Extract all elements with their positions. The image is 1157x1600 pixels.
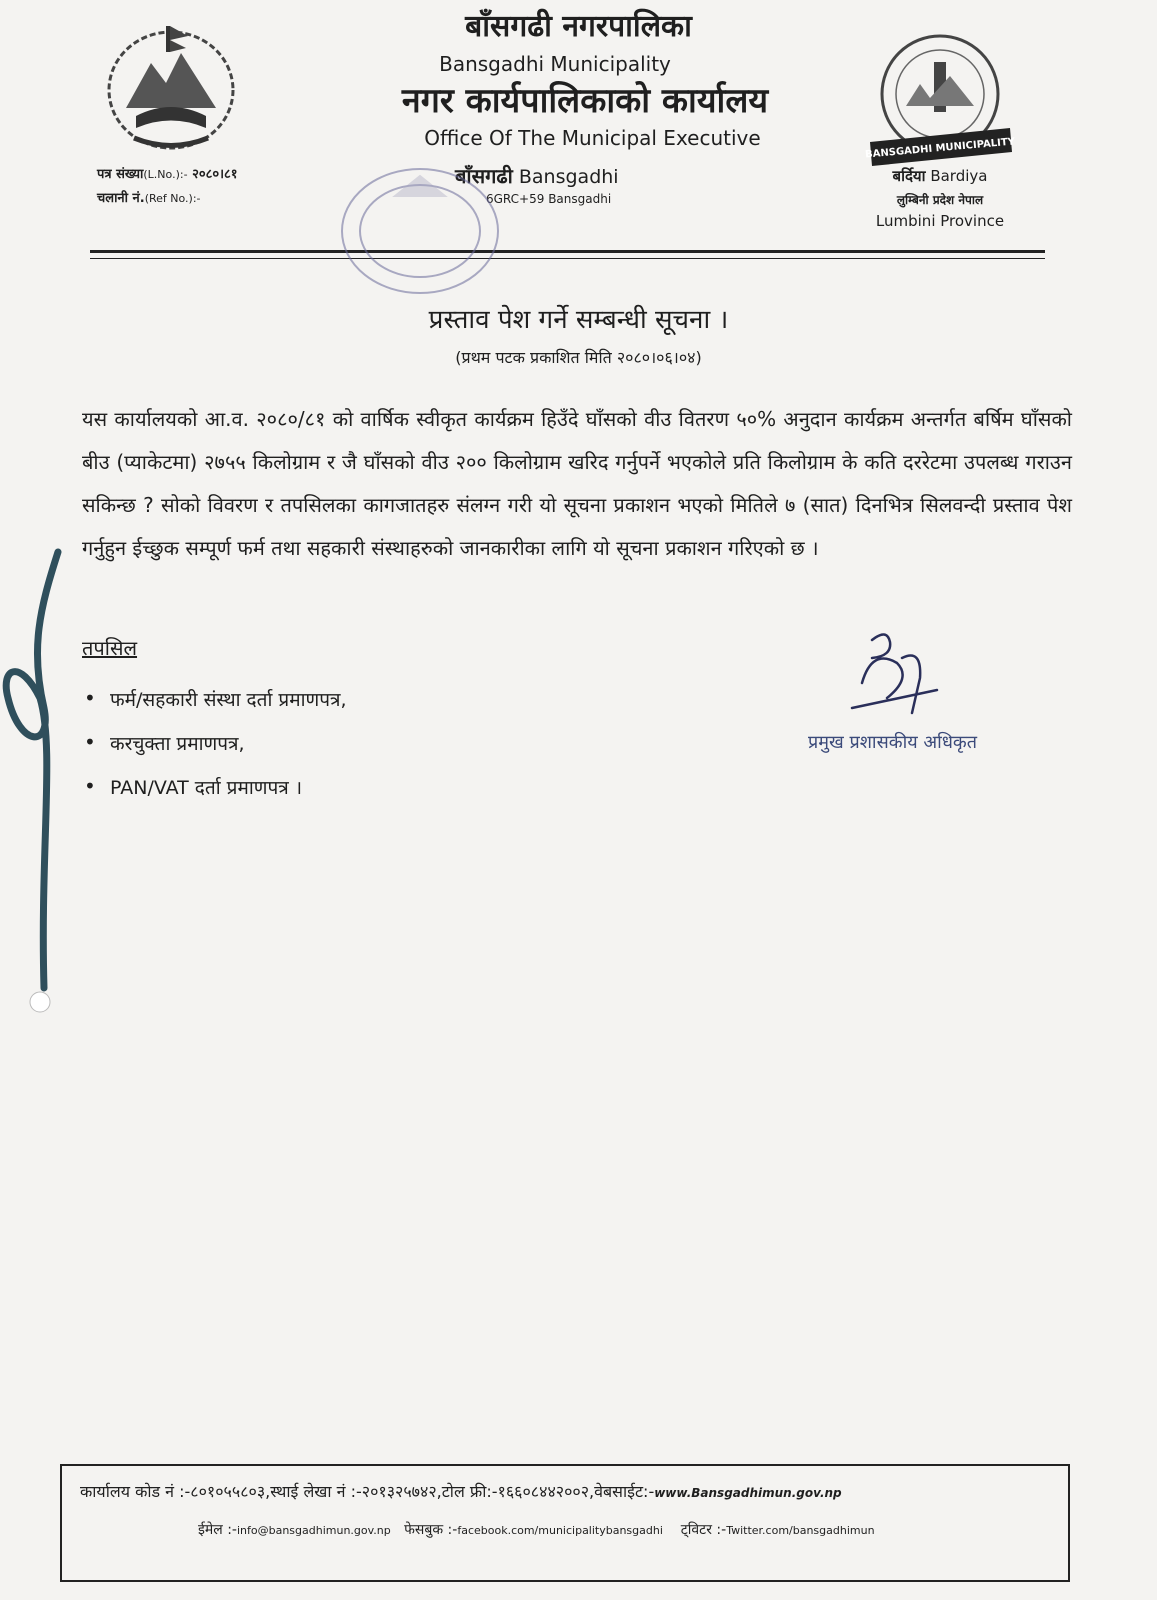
municipality-name-np: बाँसगढी नगरपालिका — [465, 9, 692, 44]
header-rule — [90, 250, 1045, 253]
district: बर्दिया Bardiya — [892, 167, 988, 185]
annex-heading: तपसिल — [82, 636, 138, 660]
annex-item: • फर्म/सहकारी संस्था दर्ता प्रमाणपत्र, — [110, 686, 347, 730]
notice-subtitle: (प्रथम पटक प्रकाशित मिति २०८०।०६।०४) — [455, 348, 702, 367]
annex-item: • करचुक्ता प्रमाणपत्र, — [110, 730, 347, 774]
notice-title: प्रस्ताव पेश गर्ने सम्बन्धी सूचना । — [428, 305, 729, 335]
annex-list — [82, 686, 347, 818]
office-name-np: नगर कार्यपालिकाको कार्यालय — [401, 81, 769, 121]
website-link[interactable]: www.Bansgadhimun.gov.np — [654, 1486, 842, 1500]
footer-line-1: कार्यालय कोड नं :-८०१०५५८०३,स्थाई लेखा नं :-२०१३२५७४२,टोल फ्री:-१६६०८४४२००२,वेबसाईट:-www.Bansgadhimun.gov.np — [80, 1482, 842, 1501]
binding-string — [0, 548, 70, 1028]
facebook-link[interactable]: facebook.com/municipalitybansgadhi — [457, 1524, 663, 1537]
signatory-title: प्रमुख प्रशासकीय अधिकृत — [808, 732, 977, 753]
header-rule-thin — [90, 258, 1045, 259]
signature-icon — [842, 628, 952, 728]
office-stamp-icon — [335, 156, 505, 306]
logo-banner-text: BANSGADHI MUNICIPALITY — [864, 136, 1016, 161]
footer-line-2: ईमेल :-info@bansgadhimun.gov.np फेसबुक :-facebook.com/municipalitybansgadhi ट्विटर :-Twitter.com/bansgadhimun — [198, 1522, 875, 1538]
reference-number: चलानी नं.(Ref No.):- — [97, 191, 201, 206]
office-code: कार्यालय कोड नं :-८०१०५५८०३, — [80, 1482, 271, 1501]
notice-body: यस कार्यालयको आ.व. २०८०/८१ को वार्षिक स्वीकृत कार्यक्रम हिउँदे घाँसको वीउ वितरण ५०% अनुदान कार्यक्रम अन्तर्गत बर्षिम घाँसको बीउ (प्याकेटमा) २७५५ किलोग्राम र जै घाँसको वीउ २०० किलोग्राम खरिद गर्नुपर्ने भएकोले प्रति किलोग्राम के कति दररेटमा उपलब्ध गराउन सकिन्छ ? सोको विवरण र तपसिलका कागजातहरु संलग्न गरी यो सूचना प्रकाशन भएको मितिले ७ (सात) दिनभित्र सिलवन्दी प्रस्ताव पेश गर्नुहुन ईच्छुक सम्पूर्ण फर्म तथा सहकारी संस्थाहरुको जानकारीका लागि यो सूचना प्रकाशन गरिएको छ । — [82, 407, 1072, 560]
office-name-en: Office Of The Municipal Executive — [424, 126, 761, 150]
annex-item: • PAN/VAT दर्ता प्रमाणपत्र । — [110, 774, 347, 818]
location: बाँसगढी Bansgadhi — [455, 164, 619, 188]
toll-free: टोल फ्री:-१६६०८४४२००२, — [441, 1482, 595, 1501]
province-en: Lumbini Province — [875, 212, 1005, 230]
plus-code: 6GRC+59 Bansgadhi — [486, 192, 612, 206]
letter-number: पत्र संख्या(L.No.):- २०८०।८१ — [97, 167, 238, 182]
account-number: स्थाई लेखा नं :-२०१३२५७४२, — [270, 1482, 442, 1501]
municipality-name-en: Bansgadhi Municipality — [439, 52, 671, 76]
province-np: लुम्बिनी प्रदेश नेपाल — [896, 193, 984, 207]
email-link[interactable]: info@bansgadhimun.gov.np — [236, 1524, 391, 1537]
twitter-link[interactable]: Twitter.com/bansgadhimun — [726, 1524, 875, 1537]
municipality-logo-icon — [860, 28, 1020, 170]
